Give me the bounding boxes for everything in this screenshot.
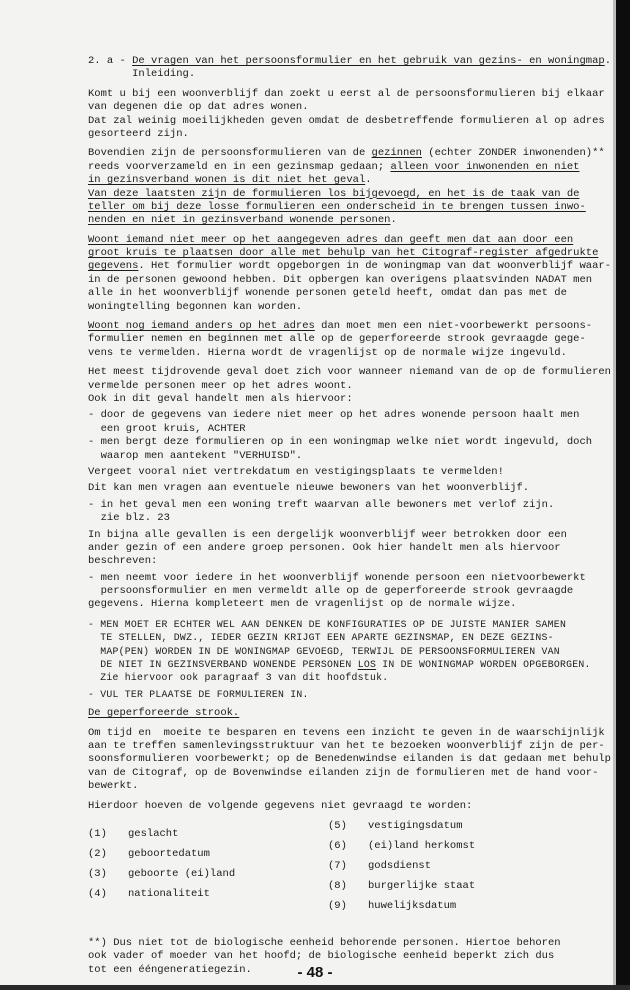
item-number: (1) [88, 827, 107, 840]
text-line [88, 585, 608, 598]
text-segment: woningtelling begonnen kan worden. [88, 300, 303, 313]
item-number: (5) [328, 819, 347, 832]
reoccupied-paragraph [88, 529, 608, 569]
text-segment: - in het geval men een woning treft waarvan alle bewoners met verlof zijn. [88, 498, 555, 511]
text-segment: Hierdoor hoeven de volgende gegevens niet gevraagd te worden: [88, 799, 473, 812]
underlined-text: De geperforeerde strook. [88, 707, 240, 720]
underlined-text: groot kruis te plaatsen door alle met behulp van het Citograf-register afgedrukte [88, 247, 599, 260]
reminder-note [88, 466, 608, 479]
fill-in-instruction [88, 688, 608, 701]
text-line [88, 423, 608, 436]
gezinnen-paragraph [88, 147, 608, 227]
item-number: (8) [328, 879, 347, 892]
text-line [88, 234, 608, 247]
footnote-line: ook vader of moeder van het hoofd; de biologische eenheid beperkt zich dus [88, 950, 555, 963]
text-segment: persoonsformulier en men vermeldt alle op de geperforeerde strook gevraagde [88, 585, 574, 598]
text-line [88, 499, 608, 512]
underlined-text: nenden en niet in gezinsverband wonende personen [88, 214, 391, 227]
underlined-text: gegevens [88, 260, 139, 273]
text-segment: 2. a - [88, 55, 133, 67]
text-line [88, 767, 608, 780]
underlined-text: teller om bij deze losse formulieren een onderscheid in te brengen tussen inwo- [88, 200, 586, 213]
text-line [88, 800, 608, 813]
text-line [88, 598, 608, 611]
text-segment: Om tijd en moeite te besparen en tevens een inzicht te geven in de waarschijnlijk [88, 726, 605, 739]
text-segment: soonsformulieren voorbewerkt; op de Benedenwindse eilanden is dat gedaan met behulp [88, 753, 611, 766]
text-line [88, 780, 608, 793]
list-item [88, 827, 178, 841]
scan-edge-shadow [613, 0, 616, 990]
item-label: nationaliteit [128, 887, 210, 900]
footnote-line: **) Dus niet tot de biologische eenheid behorende personen. Hiertoe behoren [88, 936, 561, 949]
text-line [88, 274, 608, 287]
text-segment: aan te treffen samenlevingsstruktuur van het te bezoeken woonverblijf zijn de per- [88, 739, 605, 752]
text-line [88, 380, 608, 393]
text-line [88, 115, 608, 128]
text-segment: reeds voorverzameld en in een gezinsmap gedaan; [88, 160, 391, 173]
text-line [88, 128, 608, 141]
list-item [328, 819, 463, 833]
item-number: (2) [88, 847, 107, 860]
text-segment: van de Citograf, op de Bovenwindse eilanden zijn de formulieren met de hand voor- [88, 766, 599, 779]
text-segment: DE NIET IN GEZINSVERBAND WONENDE PERSONEN [88, 659, 358, 671]
text-line [88, 201, 608, 214]
text-line [88, 320, 608, 333]
list-item [328, 899, 456, 913]
new-residents-note [88, 482, 608, 495]
time-consuming-paragraph [88, 366, 611, 406]
text-line [88, 55, 611, 68]
text-segment: gesorteerd zijn. [88, 127, 189, 140]
text-line [88, 174, 608, 187]
text-segment: vermelde personen meer op het adres woont. [88, 379, 353, 392]
scan-bottom-edge [0, 985, 630, 990]
item-label: geboorte (ei)land [128, 867, 236, 880]
extra-person-paragraph [88, 320, 608, 360]
text-line [88, 214, 608, 227]
configuration-warning [88, 618, 608, 685]
text-line [88, 188, 608, 201]
moved-paragraph [88, 233, 611, 314]
text-line [88, 436, 608, 449]
item-number: (9) [328, 899, 347, 912]
text-line [88, 260, 611, 273]
text-line [88, 347, 608, 360]
page-number: - 48 - [297, 964, 333, 981]
leave-note [88, 499, 608, 526]
text-segment: (echter ZONDER inwonenden)** [421, 147, 605, 160]
text-line [88, 366, 611, 379]
text-segment: een groot kruis, ACHTER [88, 422, 246, 435]
text-segment: bewerkt. [88, 780, 139, 793]
item-label: (ei)land herkomst [368, 839, 476, 852]
text-segment: - door de gegevens van iedere niet meer op het adres wonende persoon haalt men [88, 409, 580, 422]
list-intro [88, 800, 608, 813]
moved-steps-list [88, 409, 608, 463]
underlined-text: Woont iemand niet meer op het aangegeven adres dan geeft men dat aan door een [88, 233, 574, 246]
text-segment: . [365, 174, 372, 187]
underlined-text: Woont nog iemand anders op het adres [88, 320, 315, 333]
section-heading [88, 55, 611, 82]
text-segment: beschreven: [88, 555, 158, 568]
text-line [88, 333, 608, 346]
text-segment: Inleiding. [88, 68, 196, 81]
text-segment: IN DE WONINGMAP WORDEN OPGEBORGEN. [376, 659, 591, 671]
text-segment: formulier nemen en beginnen met alle op de geperforeerde strook gevraagde gege- [88, 333, 586, 346]
underlined-text: Van deze laatsten zijn de formulieren los bijgevoegd, en het is de taak van de [88, 187, 580, 200]
text-segment: vens te vermelden. Hierna wordt de vragenlijst op de normale wijze ingevuld. [88, 346, 567, 359]
underlined-text: gezinnen [371, 147, 422, 160]
text-segment: Bovendien zijn de persoonsformulieren van de [88, 147, 372, 160]
text-line [88, 466, 608, 479]
text-line [88, 393, 608, 406]
subheading-perforated-strip [88, 707, 608, 720]
text-segment: Komt u bij een woonverblijf dan zoekt u eerst al de persoonsformulieren bij elkaar [88, 87, 605, 100]
text-line [88, 727, 608, 740]
data-items-list [88, 819, 608, 921]
intro-paragraph [88, 88, 608, 142]
item-label: huwelijksdatum [368, 899, 457, 912]
text-segment: - men neemt voor iedere in het woonverblijf wonende persoon een nietvoorbewerkt [88, 571, 586, 584]
underlined-text: alleen voor inwonenden en niet [390, 160, 580, 173]
list-item [328, 839, 475, 853]
text-line [88, 68, 608, 81]
list-item [328, 879, 475, 893]
text-line [88, 450, 608, 463]
text-line [88, 572, 608, 585]
text-line [88, 645, 608, 658]
text-segment: gegevens. Hierna kompleteert men de vragenlijst op de normale wijze. [88, 598, 517, 611]
text-line [88, 529, 608, 542]
text-line [88, 542, 608, 555]
text-segment: alle in het woonverblijf wonende personen geteld heeft, omdat dan pas met de [88, 287, 567, 300]
text-line [88, 247, 608, 260]
text-line [88, 688, 608, 701]
item-number: (3) [88, 867, 107, 880]
list-item [88, 847, 210, 861]
underlined-text: De vragen van het persoonsformulier en het gebruik van gezins- en woningmap [132, 55, 605, 67]
item-number: (6) [328, 839, 347, 852]
text-line [88, 301, 608, 314]
text-segment: - VUL TER PLAATSE DE FORMULIEREN IN. [88, 688, 309, 700]
text-segment: Vergeet vooral niet vertrekdatum en vestigingsplaats te vermelden! [88, 465, 504, 478]
text-line [88, 409, 608, 422]
text-segment: Dit kan men vragen aan eventuele nieuwe bewoners van het woonverblijf. [88, 482, 530, 495]
text-line [88, 287, 608, 300]
text-line [88, 740, 608, 753]
text-line [88, 753, 611, 766]
reoccupied-steps [88, 572, 608, 612]
text-line [88, 631, 608, 644]
item-label: godsdienst [368, 859, 432, 872]
text-segment: . [390, 214, 397, 227]
item-number: (7) [328, 859, 347, 872]
text-line [88, 658, 608, 671]
text-segment: TE STELLEN, DWZ., IEDER GEZIN KRIJGT EEN APARTE GEZINSMAP, EN DEZE GEZINS- [88, 632, 554, 644]
text-segment: . [604, 55, 611, 67]
list-item [88, 867, 235, 881]
text-segment: - MEN MOET ER ECHTER WEL AAN DENKEN DE KONFIGURATIES OP DE JUISTE MANIER SAMEN [88, 618, 567, 630]
text-segment: - men bergt deze formulieren op in een woningmap welke niet wordt ingevuld, doch [88, 436, 593, 449]
text-segment: waarop men aantekent "VERHUISD". [88, 449, 303, 462]
text-segment: dan moet men een niet-voorbewerkt persoons- [314, 320, 593, 333]
text-line [88, 707, 608, 720]
underlined-text: LOS [357, 659, 377, 671]
text-segment: . Het formulier wordt opgeborgen in de woningmap van dat woonverblijf waar- [138, 260, 611, 273]
list-item [328, 859, 431, 873]
text-line [88, 618, 608, 631]
item-label: geslacht [128, 827, 179, 840]
text-segment: Ook in dit geval handelt men als hiervoor: [88, 392, 353, 405]
text-segment: ander gezin of een andere groep personen. Ook hier handelt men als hiervoor [88, 541, 561, 554]
item-label: burgerlijke staat [368, 879, 476, 892]
text-line [88, 482, 608, 495]
text-line [88, 671, 608, 684]
perforated-strip-paragraph [88, 726, 611, 794]
text-line [88, 88, 608, 101]
text-segment: MAP(PEN) WORDEN IN DE WONINGMAP GEVOEGD, TERWIJL DE PERSOONSFORMULIEREN VAN [88, 645, 560, 657]
item-label: vestigingsdatum [368, 819, 463, 832]
list-item [88, 887, 210, 901]
text-line [88, 512, 608, 525]
underlined-text: in gezinsverband wonen is dit niet het geval [88, 174, 366, 187]
item-label: geboortedatum [128, 847, 210, 860]
text-line [88, 555, 608, 568]
text-line [88, 101, 608, 114]
body-text [88, 55, 611, 813]
text-segment: in de personen gewoond hebben. Dit opbergen kan overigens plaatsvinden NADAT men [88, 273, 593, 286]
footnote-line: tot een ééngeneratiegezin. [88, 963, 252, 976]
item-number: (4) [88, 887, 107, 900]
text-segment: zie blz. 23 [88, 512, 170, 525]
text-line [88, 161, 608, 174]
scan-edge-dark [616, 0, 630, 990]
text-segment: Zie hiervoor ook paragraaf 3 van dit hoofdstuk. [88, 672, 389, 684]
document-page [88, 55, 611, 977]
text-line [88, 147, 608, 160]
text-segment: Dat zal weinig moeilijkheden geven omdat de desbetreffende formulieren al op adres [88, 114, 605, 127]
text-segment: In bijna alle gevallen is een dergelijk woonverblijf weer betrokken door een [88, 528, 567, 541]
text-segment: Het meest tijdrovende geval doet zich voor wanneer niemand van de op de formulieren [88, 366, 611, 379]
text-segment: van degenen die op dat adres wonen. [88, 101, 309, 114]
